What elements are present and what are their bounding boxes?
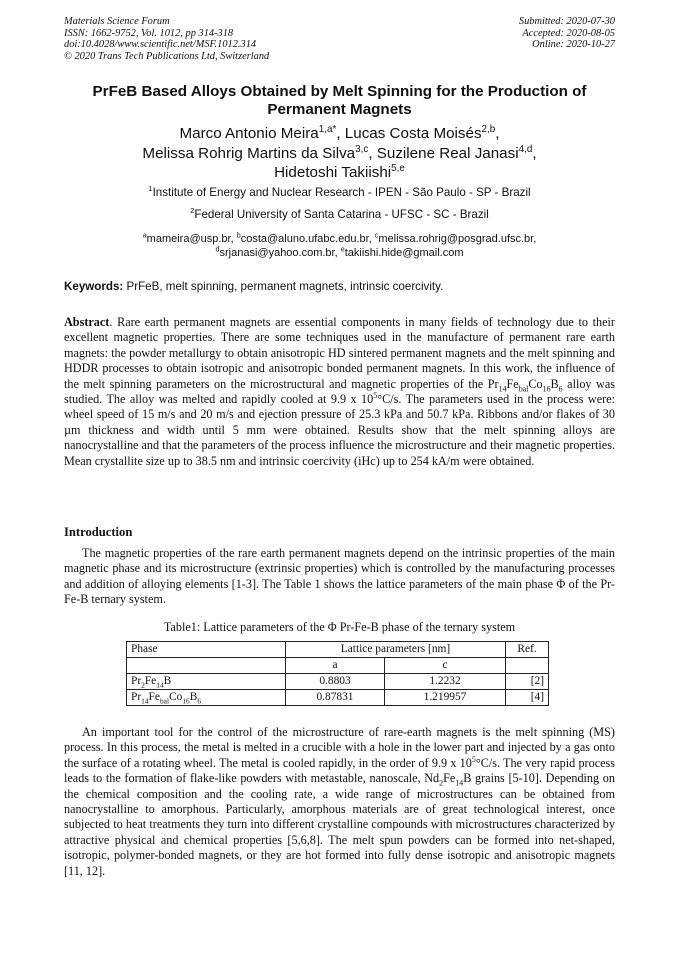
affiliation-2: $^2$Federal University of Santa Catarina - UFSC - SC - Brazil	[190, 206, 489, 221]
abstract-label: Abstract	[64, 315, 110, 329]
ref-cell: [4]	[506, 690, 549, 706]
author-2: Lucas Costa Moisés$^{2,b}$	[344, 123, 496, 142]
journal-copyright: © 2020 Trans Tech Publications Ltd, Switzerland	[64, 50, 270, 62]
c-cell: 1.219957	[385, 690, 506, 706]
ref-cell: [2]	[506, 674, 549, 690]
email-b[interactable]: $^b$costa@aluno.ufabc.edu.br	[236, 231, 369, 245]
author-3: Melissa Rohrig Martins da Silva$^{3,c}$	[142, 143, 369, 162]
journal-issn: ISSN: 1662-9752, Vol. 1012, pp 314-318	[64, 27, 234, 39]
table-row	[127, 674, 549, 690]
subheader-c: c	[385, 658, 506, 674]
keywords-label: Keywords:	[64, 280, 124, 293]
accepted-date: Accepted: 2020-08-05	[522, 27, 615, 39]
author-1: Marco Antonio Meira$^{1,a*}$	[179, 123, 337, 142]
journal-info	[64, 16, 269, 62]
subheader-empty	[127, 658, 286, 674]
email-a[interactable]: $^a$mameira@usp.br	[142, 231, 231, 245]
affiliation-1: $^1$Institute of Energy and Nuclear Research - IPEN - São Paulo - SP - Brazil	[148, 184, 531, 199]
phase-cell: $Pr_2Fe_{14}B$	[127, 674, 286, 690]
header-lattice: Lattice parameters [nm]	[286, 642, 506, 658]
table-header-row	[127, 642, 549, 658]
intro-paragraph-1: The magnetic properties of the rare earth permanent magnets depend on the intrinsic properties of the main magnetic phase and its microstructure (extrinsic properties) which is controlled by the manufacturing processes and addition of alloying elements [1-3]. The Table 1 shows the lattice parameters of the main phase Φ of the Pr-Fe-B ternary system.	[64, 546, 615, 607]
header-ref: Ref.	[506, 642, 549, 658]
online-date: Online: 2020-10-27	[532, 39, 615, 51]
a-cell: 0.87831	[286, 690, 385, 706]
c-cell: 1.2232	[385, 674, 506, 690]
subheader-a: a	[286, 658, 385, 674]
submission-dates	[519, 16, 615, 51]
email-e[interactable]: $^e$takiishi.hide@gmail.com	[340, 245, 464, 259]
table-subheader-row	[127, 658, 549, 674]
intro-paragraph-2: An important tool for the control of the microstructure of rare-earth magnets is the melt spinning (MS) process. In this process, the metal is melted in a crucible with a hole in the lower part and injected by a gas onto the surface of a rotating wheel. The metal is cooled rapidly, in the order of 9.9 x $10^5^\circ C/s$. The very rapid process leads to the formation of flake-like powders with metastable, nanoscale, $Nd_2Fe_{14}B$ grains [5-10]. Depending on the chemical composition and the cooling rate, a wide range of microstructures can be obtained from nanocrystalline to amorphous. Particularly, amorphous materials are of great technological interest, once subjected to heat treatments they turn into different crystalline compounds with microstructures characterized by attractive physical and chemical properties [5,6,8]. The melt spun powders can be formed into net-shaped, isotropic, polymer-bonded magnets, or they are hot formed into fully dense isotropic and anisotropic magnets [11, 12].	[64, 725, 615, 878]
phase-cell: $Pr_{14}Fe_{bal}Co_{16}B_6$	[127, 690, 286, 706]
lattice-parameters-table	[126, 641, 549, 706]
keywords	[64, 280, 615, 294]
submitted-date: Submitted: 2020-07-30	[518, 16, 615, 27]
author-5: Hidetoshi Takiishi$^{5,e}$	[274, 162, 405, 181]
a-cell: 0.8803	[286, 674, 385, 690]
journal-doi: doi:10.4028/www.scientific.net/MSF.1012.314	[64, 39, 257, 51]
author-emails: $^a$mameira@usp.br, $^b$costa@aluno.ufabc.edu.br, $^c$melissa.rohrig@posgrad.ufsc.br, $^d$srjanasi@yahoo.com.br, $^e$takiishi.hide@gmail.com	[142, 231, 537, 259]
author-4: Suzilene Real Janasi$^{4,d}$	[376, 143, 533, 162]
paper-title: PrFeB Based Alloys Obtained by Melt Spinning for the Production of Permanent Magnets	[92, 83, 587, 118]
email-c[interactable]: $^c$melissa.rohrig@posgrad.ufsc.br	[374, 231, 534, 245]
journal-name: Materials Science Forum	[64, 16, 170, 27]
header-phase: Phase	[127, 642, 286, 658]
table-caption: Table1: Lattice parameters of the Φ Pr-Fe-B phase of the ternary system	[163, 620, 516, 634]
table-row	[127, 690, 549, 706]
email-d[interactable]: $^d$srjanasi@yahoo.com.br	[215, 245, 335, 259]
subheader-empty-ref	[506, 658, 549, 674]
abstract: Abstract. Rare earth permanent magnets are essential components in many fields of technology due to their excellent magnetic properties. There are some techniques used in the manufacture of permanent rare earth magnets: the powder metallurgy to obtain anisotropic HD sintered permanent magnets and the melt spinning and HDDR processes to obtain isotropic and anisotropic bonded permanent magnets. In this work, the influence of the melt spinning parameters on the microstructural and magnetic properties of the $Pr_{14}Fe_{bal}Co_{16}B_6$ alloy was studied. The alloy was melted and rapidly cooled at 9.9 x $10^5^\circ C/s$. The parameters used in the process were: wheel speed of 15 m/s and 20 m/s and ejection pressure of 25.3 kPa and 50.7 kPa. Ribbons and/or flakes of 30 µm thickness and width until 5 mm were obtained. Results show that the melt spinning alloys are nanocrystalline and that the parameters of the process influence the microstructure and their magnetic properties. Mean crystallite size up to 38.5 nm and intrinsic coercivity (iHc) up to 254 kA/m were obtained.	[64, 315, 615, 468]
keywords-text: PrFeB, melt spinning, permanent magnets, intrinsic coercivity.	[123, 280, 444, 293]
section-heading-introduction: Introduction	[64, 525, 133, 539]
author-list: Marco Antonio Meira$^{1,a*}$, Lucas Costa Moisés$^{2,b}$, Melissa Rohrig Martins da Silva$^{3,c}$, Suzilene Real Janasi$^{4,d}$, Hidetoshi Takiishi$^{5,e}$	[142, 123, 537, 181]
